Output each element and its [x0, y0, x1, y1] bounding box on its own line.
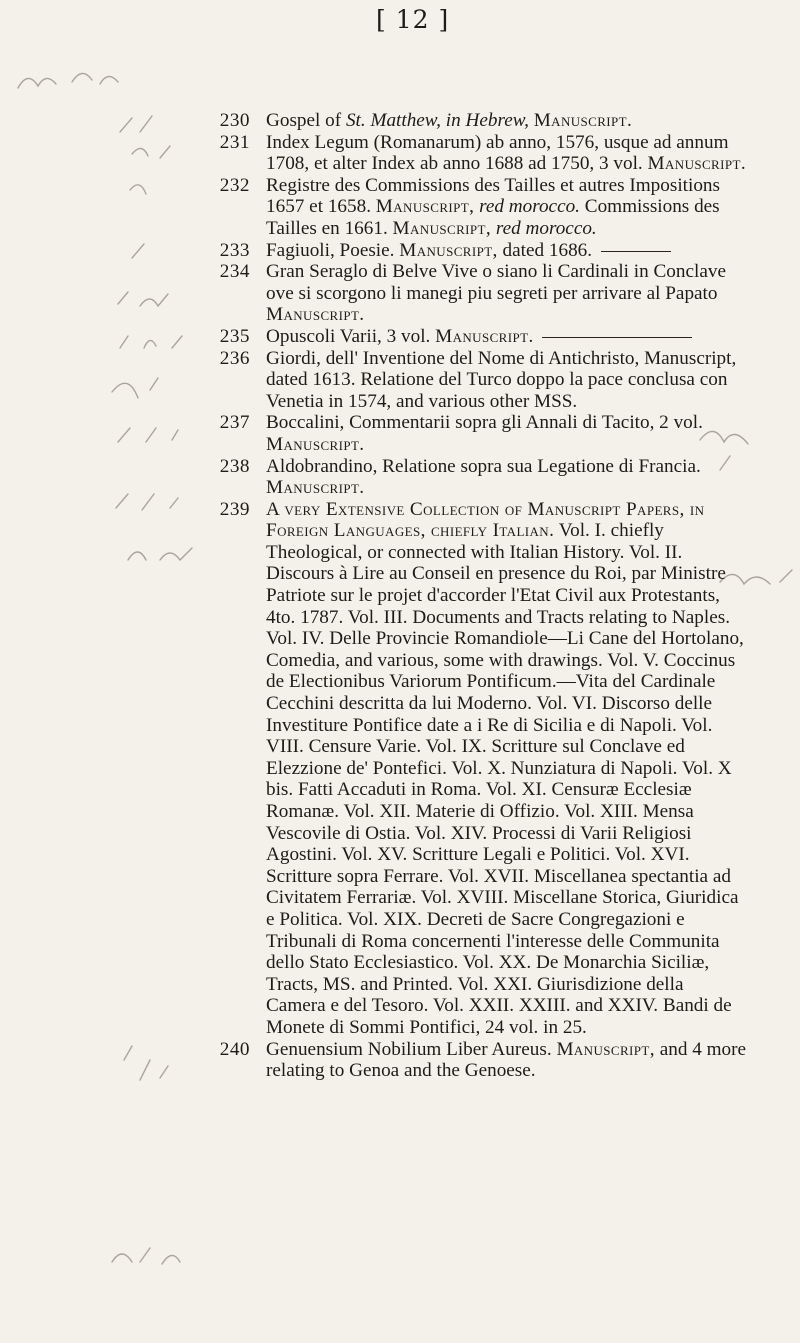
- entry-format: Manuscript,: [399, 239, 498, 261]
- entry-232: [219, 174, 747, 240]
- entry-231: [219, 131, 747, 175]
- entry-233: [219, 239, 747, 262]
- entry-text-2: dated 1686.: [502, 239, 593, 261]
- entry-234: [219, 261, 747, 326]
- entry-text: Giordi, dell' Inventione del Nome di Antichristo, Manuscript, dated 1613. Relatione del Turco doppo la pace conclusa con Venetia in 1574, and various other MSS.: [266, 347, 737, 412]
- entry-text: Registre des Commissions des Tailles et autres Impositions 1657 et 1658.: [266, 174, 720, 218]
- entry-format: Manuscript,: [375, 196, 475, 218]
- pen-line: [542, 337, 692, 338]
- entry-number: 238: [219, 455, 250, 477]
- entry-number: 231: [219, 131, 250, 153]
- entry-text: Opuscoli Varii, 3 vol.: [266, 325, 431, 347]
- entry-text: Vol. I. chiefly Theological, or connected with Italian History. Vol. II. Discours à Lire au Conseil en presence du Roi, par Ministre Patriote sur le projet d'accorder l'Etat Civil aux Protestants, 4to. 1787. Vol. III. Documents and Tracts relating to Naples. Vol. IV. Delle Provincie Romandiole—Li Cane del Hortolano, Comedia, and various, some with drawings. Vol. V. Coccinus de Electionibus Variorum Pontificum.—Vita del Cardinale Cecchini descritta da lui Moderno. Vol. VI. Discorso delle Investiture Pontifice date a i Re di Sicilia e di Napoli. Vol. VIII. Censure Varie. Vol. IX. Scritture sul Conclave ed Elezzione de' Pontefici. Vol. X. Nunziatura di Napoli. Vol. X bis. Fatti Accaduti in Roma. Vol. XI. Censuræ Ecclesiæ Romanæ. Vol. XII. Materie di Offizio. Vol. XIII. Mensa Vescovile di Ostia. Vol. XIV. Processi di Varii Religiosi Agostini. Vol. XV. Scritture Legali e Politici. Vol. XVI. Scritture sopra Ferrare. Vol. XVII. Miscellanea spectantia ad Civitatem Ferrariæ. Vol. XVIII. Miscellane Storica, Giuridica e Politica. Vol. XIX. Decreti de Sacre Congregazioni e Tribunali di Roma concernenti l'interesse delle Communita dello Stato Ecclesiastico. Vol. XX. De Monarchia Siciliæ, Tracts, MS. and Printed. Vol. XXI. Giurisdizione della Camera e del Tesoro. Vol. XXII. XXIII. and XXIV. Bandi de Monete di Sommi Pontifici, 24 vol. in 25.: [266, 520, 744, 1038]
- entry-italic-title: St. Matthew, in Hebrew,: [345, 110, 529, 131]
- entry-number: 235: [219, 325, 250, 347]
- entry-text: Boccalini, Commentarii sopra gli Annali di Tacito, 2 vol.: [266, 412, 703, 434]
- entry-heading: A very Extensive Collection of Manuscript Papers, in Foreign Languages, chiefly Italian.: [266, 498, 705, 542]
- entry-format: Manuscript.: [435, 325, 534, 347]
- pen-line: [601, 251, 671, 252]
- entry-text-2: Commissions des Tailles en 1661.: [266, 196, 720, 239]
- entry-text: Gospel of: [266, 110, 342, 131]
- entry-format: Manuscript.: [647, 153, 747, 175]
- entry-number: 233: [219, 239, 250, 261]
- entry-235: [219, 325, 747, 348]
- entry-number: 230: [219, 110, 250, 131]
- entry-number: 237: [219, 412, 250, 434]
- entry-text: Genuensium Nobilium Liber Aureus.: [266, 1038, 552, 1060]
- entry-format: Manuscript.: [266, 304, 365, 326]
- entry-format: Manuscript.: [533, 110, 633, 131]
- entry-format: Manuscript,: [556, 1038, 655, 1060]
- entry-number: 234: [219, 261, 250, 283]
- entry-237: [219, 412, 747, 455]
- entry-binding-2: red morocco.: [495, 217, 597, 239]
- entry-number: 236: [219, 347, 250, 369]
- entry-format: Manuscript.: [266, 433, 365, 455]
- entry-format: Manuscript.: [266, 477, 365, 499]
- entry-230: [219, 110, 747, 132]
- entry-number: 232: [219, 174, 250, 196]
- entry-text: Gran Seraglo di Belve Vive o siano li Cardinali in Conclave ove si scorgono li manegi piu segreti per arrivare al Papato: [266, 261, 726, 304]
- entry-238: [219, 455, 747, 499]
- entry-number: 240: [219, 1038, 250, 1060]
- entry-240: [219, 1038, 747, 1082]
- page-number: [ 12 ]: [376, 5, 450, 34]
- entry-text: Aldobrandino, Relatione sopra sua Legatione di Francia.: [266, 455, 701, 477]
- entry-format-2: Manuscript,: [392, 217, 492, 239]
- entry-239: [219, 498, 747, 1039]
- entry-236: [219, 347, 747, 413]
- entry-text-2: and 4 more relating to Genoa and the Genoese.: [266, 1038, 747, 1082]
- entry-number: 239: [219, 498, 250, 520]
- entry-binding: red morocco.: [479, 196, 580, 218]
- entry-text: Fagiuoli, Poesie.: [266, 239, 395, 261]
- entry-text: Index Legum (Romanarum) ab anno, 1576, usque ad annum 1708, et alter Index ab anno 1688 ad 1750, 3 vol.: [266, 131, 729, 175]
- catalogue-entries: [219, 110, 747, 1082]
